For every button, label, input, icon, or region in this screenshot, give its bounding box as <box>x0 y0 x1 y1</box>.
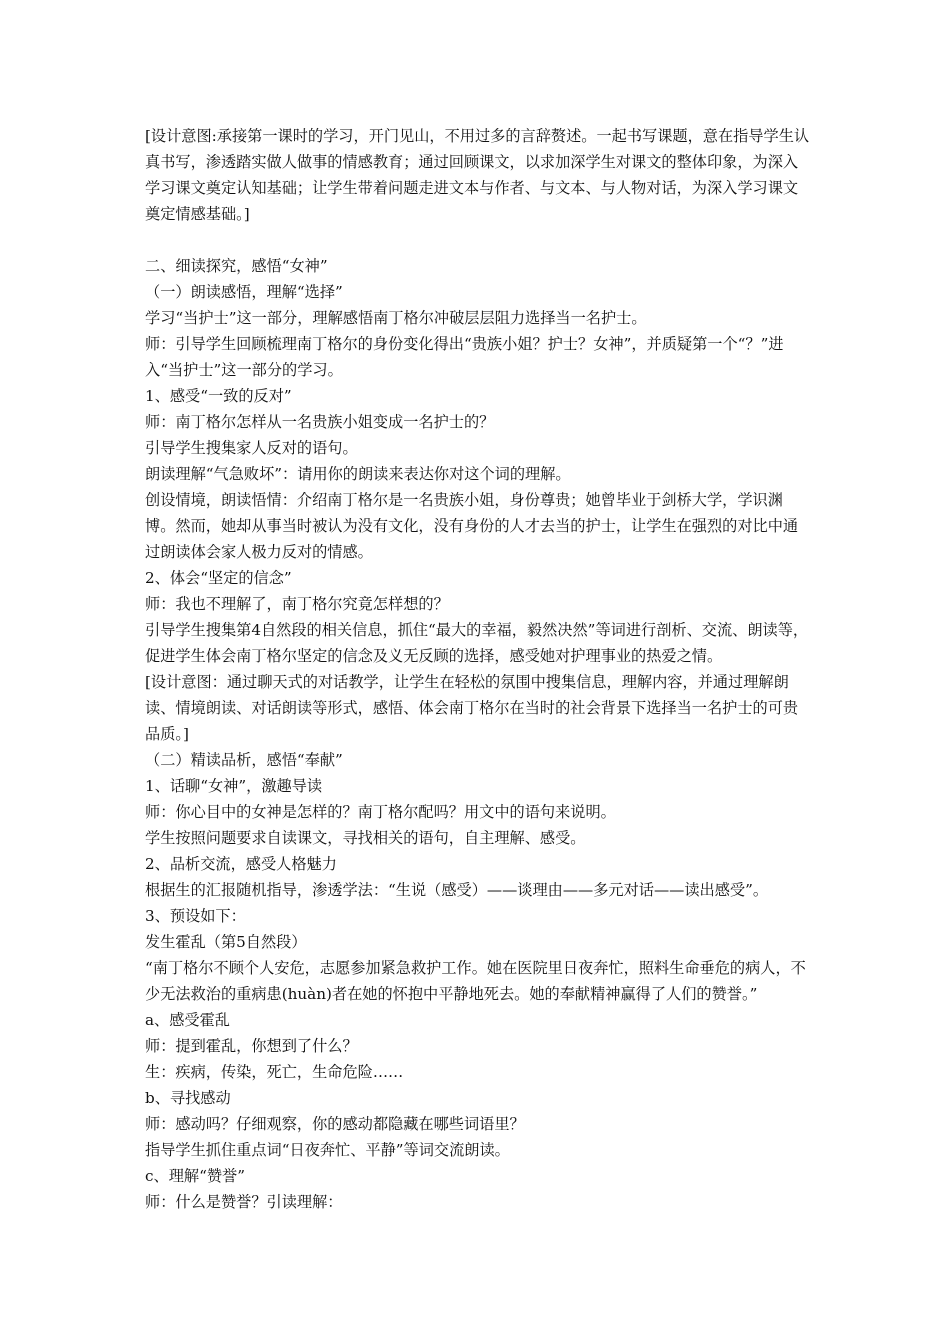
body-paragraph: 师：南丁格尔怎样从一名贵族小姐变成一名护士的？ <box>145 413 495 431</box>
body-paragraph: 朗读理解“气急败坏”：请用你的朗读来表达你对这个词的理解。 <box>145 465 571 483</box>
list-heading: 1、话聊“女神”，激趣导读 <box>145 777 323 795</box>
body-paragraph: 引导学生搜集第4自然段的相关信息，抓住“最大的幸福，毅然决然”等词进行剖析、交流、朗读等，促进学生体会南丁格尔坚定的信念及义无反顾的选择，感受她对护理事业的热爱之情。 <box>145 621 809 665</box>
body-paragraph: 创设情境，朗读悟情：介绍南丁格尔是一名贵族小姐，身份尊贵；她曾毕业于剑桥大学，学识渊博。然而，她却从事当时被认为没有文化，没有身份的人才去当的护士，让学生在强烈的对比中通过朗读体会家人极力反对的情感。 <box>145 491 799 561</box>
subsection-heading-1: （一）朗读感悟，理解“选择” <box>145 283 343 301</box>
body-paragraph: 师：引导学生回顾梳理南丁格尔的身份变化得出“贵族小姐？护士？女神”，并质疑第一个“？”进入“当护士”这一部分的学习。 <box>145 335 784 379</box>
list-heading: 2、体会“坚定的信念” <box>145 569 292 587</box>
list-heading: 3、预设如下： <box>145 907 246 925</box>
blank-line <box>145 227 813 253</box>
body-paragraph: 师：提到霍乱，你想到了什么？ <box>145 1037 358 1055</box>
list-heading: 2、品析交流，感受人格魅力 <box>145 855 337 873</box>
list-heading: a、感受霍乱 <box>145 1011 230 1029</box>
body-paragraph: 根据生的汇报随机指导，渗透学法：“生说（感受）——谈理由——多元对话——读出感受”。 <box>145 881 769 899</box>
body-paragraph: 引导学生搜集家人反对的语句。 <box>145 439 358 457</box>
body-paragraph: 发生霍乱（第5自然段） <box>145 933 307 951</box>
list-heading: c、理解“赞誉” <box>145 1167 245 1185</box>
body-paragraph: 师：我也不理解了，南丁格尔究竟怎样想的？ <box>145 595 449 613</box>
body-paragraph: 师：你心目中的女神是怎样的？南丁格尔配吗？用文中的语句来说明。 <box>145 803 616 821</box>
list-heading: 1、感受“一致的反对” <box>145 387 292 405</box>
body-paragraph: 师：什么是赞誉？引读理解： <box>145 1193 343 1211</box>
section-heading-2: 二、细读探究，感悟“女神” <box>145 257 328 275</box>
body-paragraph: 指导学生抓住重点词“日夜奔忙、平静”等词交流朗读。 <box>145 1141 510 1159</box>
body-paragraph: 师：感动吗？仔细观察，你的感动都隐藏在哪些词语里？ <box>145 1115 525 1133</box>
subsection-heading-2: （二）精读品析，感悟“奉献” <box>145 751 343 769</box>
design-intent-paragraph-1: [设计意图:承接第一课时的学习，开门见山，不用过多的言辞赘述。一起书写课题，意在指导学生认真书写，渗透踏实做人做事的情感教育；通过回顾课文，以求加深学生对课文的整体印象，为深入学习课文奠定认知基础；让学生带着问题走进文本与作者、与文本、与人物对话，为深入学习课文奠定情感基础。] <box>145 127 810 223</box>
body-paragraph: 学习“当护士”这一部分，理解感悟南丁格尔冲破层层阻力选择当一名护士。 <box>145 309 647 327</box>
body-paragraph: 生：疾病，传染，死亡，生命危险…… <box>145 1063 404 1081</box>
document-page <box>145 123 813 1215</box>
body-paragraph: 学生按照问题要求自读课文，寻找相关的语句，自主理解、感受。 <box>145 829 586 847</box>
list-heading: b、寻找感动 <box>145 1089 231 1107</box>
design-intent-paragraph-2: [设计意图：通过聊天式的对话教学，让学生在轻松的氛围中搜集信息，理解内容，并通过理解朗读、情境朗读、对话朗读等形式，感悟、体会南丁格尔在当时的社会背景下选择当一名护士的可贵品质。] <box>145 673 799 743</box>
quoted-passage: “南丁格尔不顾个人安危，志愿参加紧急救护工作。她在医院里日夜奔忙，照料生命垂危的病人，不少无法救治的重病患(huàn)者在她的怀抱中平静地死去。她的奉献精神赢得了人们的赞誉。” <box>145 959 806 1003</box>
